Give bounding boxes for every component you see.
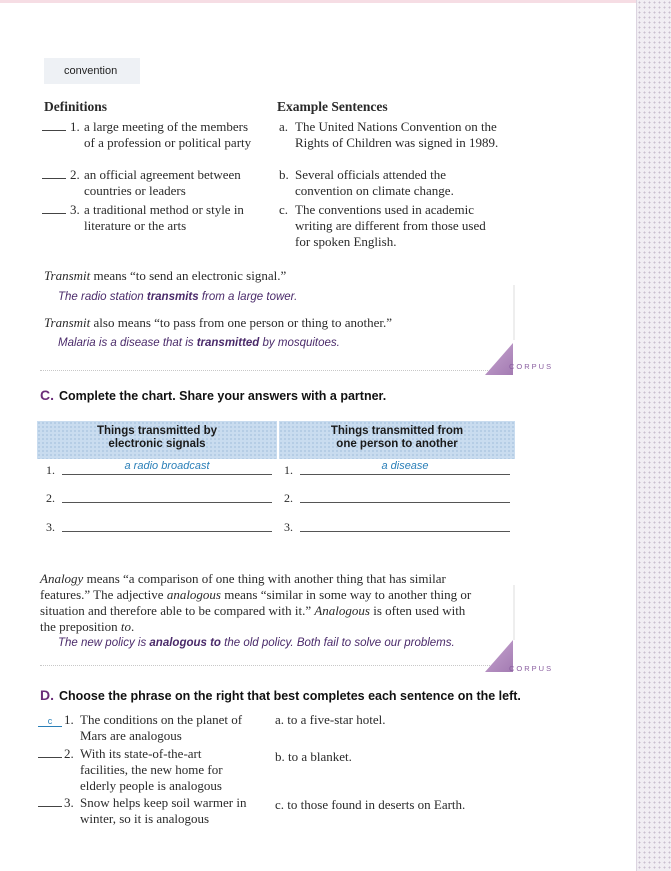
example-text: from a large tower. (198, 291, 298, 303)
definition-text: means “similar in some way to another thing or situation and therefore able to be compared with it.” (40, 587, 472, 618)
example-letter: a. (279, 119, 289, 134)
answer-blank[interactable] (38, 747, 62, 758)
match-option-b (275, 749, 505, 765)
side-rule (513, 285, 515, 340)
definition-number: 2. (70, 167, 80, 182)
vocab-word-italic: Transmit (44, 315, 91, 330)
vocab-word-italic: Analogous (314, 603, 370, 618)
top-border (0, 0, 637, 3)
row-number: 1. (46, 463, 55, 477)
item-text: With its state-of-the-art facilities, the new home for elderly people is analogous (80, 746, 223, 793)
example-keyword: transmitted (196, 337, 260, 349)
definition-text: a traditional method or style in literature or the arts (84, 202, 244, 233)
option-letter: b. (275, 749, 285, 764)
item-number: 1. (64, 712, 74, 727)
match-option-c (275, 797, 515, 813)
definition-number: 1. (70, 119, 80, 134)
answer-blank[interactable]: c (38, 716, 62, 727)
option-text: to those found in deserts on Earth. (287, 797, 466, 812)
example-text: by mosquitoes. (259, 337, 340, 349)
vocab-word-italic: analogous (166, 587, 221, 602)
example-text: The United Nations Convention on the Rights of Children was signed in 1989. (295, 119, 499, 150)
chart-header-col1 (37, 421, 277, 459)
row-number: 2. (284, 491, 293, 505)
vocab-word-italic: Analogy (40, 571, 84, 586)
item-number: 3. (64, 795, 74, 810)
item-text: Snow helps keep soil warmer in winter, so it is analogous (80, 795, 247, 826)
example-item-b (279, 167, 509, 201)
match-item-1 (20, 712, 270, 744)
row-number: 2. (46, 491, 55, 505)
chart-header-col2 (279, 421, 515, 459)
definition-text: means “a comparison of one thing with another thing that has similar features.” The adjective (40, 571, 446, 602)
side-rule (513, 585, 515, 640)
definition-text: . (131, 619, 135, 634)
example-text: Malaria is a disease that is (58, 337, 197, 349)
example-text: The new policy is (58, 637, 150, 649)
definition-text: means “to send an electronic signal.” (90, 268, 287, 283)
item-number: 2. (64, 746, 74, 761)
option-text: to a blanket. (288, 749, 352, 764)
example-text: Several officials attended the convention on climate change. (295, 167, 454, 198)
row-number: 3. (46, 520, 55, 534)
vocab-word-italic: Transmit (44, 268, 91, 283)
answer-line[interactable] (62, 519, 272, 532)
definition-item-1 (20, 119, 260, 167)
task-letter: D. (40, 687, 54, 703)
task-c-instruction (40, 387, 386, 403)
header-line: one person to another (336, 438, 458, 450)
definition-item-3 (20, 202, 260, 236)
corpus-label: CORPUS (509, 362, 554, 371)
example-letter: b. (279, 167, 289, 182)
definition-item-2 (20, 167, 260, 201)
answer-blank[interactable] (42, 120, 66, 131)
header-line: electronic signals (108, 438, 206, 450)
row-number: 3. (284, 520, 293, 534)
task-letter: C. (40, 387, 54, 403)
example-text: The conventions used in academic writing are different from those used for spoken English. (295, 202, 486, 249)
answer-line[interactable] (62, 490, 272, 503)
match-option-a (275, 712, 505, 728)
example-text: the old policy. Both fail to solve our problems. (220, 637, 455, 649)
instruction-text: Choose the phrase on the right that best completes each sentence on the left. (59, 689, 521, 703)
answer-blank[interactable] (42, 203, 66, 214)
answer-text: a disease (381, 460, 429, 472)
section-divider (40, 370, 510, 372)
examples-heading: Example Sentences (277, 99, 388, 114)
header-line: Things transmitted from (330, 425, 464, 437)
definition-number: 3. (70, 202, 80, 217)
vocab-word: convention (64, 65, 118, 77)
vocab-word-header (44, 58, 140, 84)
definition-text: also means “to pass from one person or thing to another.” (90, 315, 393, 330)
answer-line[interactable] (300, 490, 510, 503)
answer-blank[interactable] (38, 796, 62, 807)
vocab-word-italic: to (120, 619, 132, 634)
instruction-text: Complete the chart. Share your answers with a partner. (59, 389, 387, 403)
transmit-definition-2 (44, 315, 392, 331)
row-number: 1. (284, 463, 293, 477)
definition-text: a large meeting of the members of a profession or political party (84, 119, 252, 150)
transmit-example-1 (58, 291, 297, 303)
corpus-label: CORPUS (509, 664, 554, 673)
analogy-definition (40, 571, 480, 635)
example-item-c (279, 202, 509, 252)
option-text: to a five-star hotel. (287, 712, 386, 727)
section-divider (40, 665, 510, 667)
header-line: Things transmitted by (96, 425, 218, 437)
example-text: The radio station (58, 291, 147, 303)
task-d-instruction (40, 687, 521, 703)
example-keyword: transmits (146, 291, 199, 303)
option-letter: c. (275, 797, 285, 812)
example-keyword: analogous to (149, 637, 221, 649)
match-item-3 (20, 795, 270, 829)
example-letter: c. (279, 202, 289, 217)
analogy-example (58, 637, 455, 649)
definition-text: is often used with the preposition (40, 603, 466, 634)
item-text: The conditions on the planet of Mars are analogous (80, 712, 243, 743)
page-edge-stripe (636, 0, 671, 871)
definition-text: an official agreement between countries or leaders (84, 167, 241, 198)
example-item-a (279, 119, 509, 167)
transmit-example-2 (58, 337, 340, 349)
definitions-heading: Definitions (44, 99, 108, 114)
answer-line[interactable] (300, 519, 510, 532)
transmit-definition-1 (44, 268, 286, 284)
match-item-2 (20, 746, 270, 796)
option-letter: a. (275, 712, 285, 727)
chart-body (37, 458, 515, 548)
answer-text: a radio broadcast (124, 460, 210, 472)
answer-blank[interactable] (42, 168, 66, 179)
